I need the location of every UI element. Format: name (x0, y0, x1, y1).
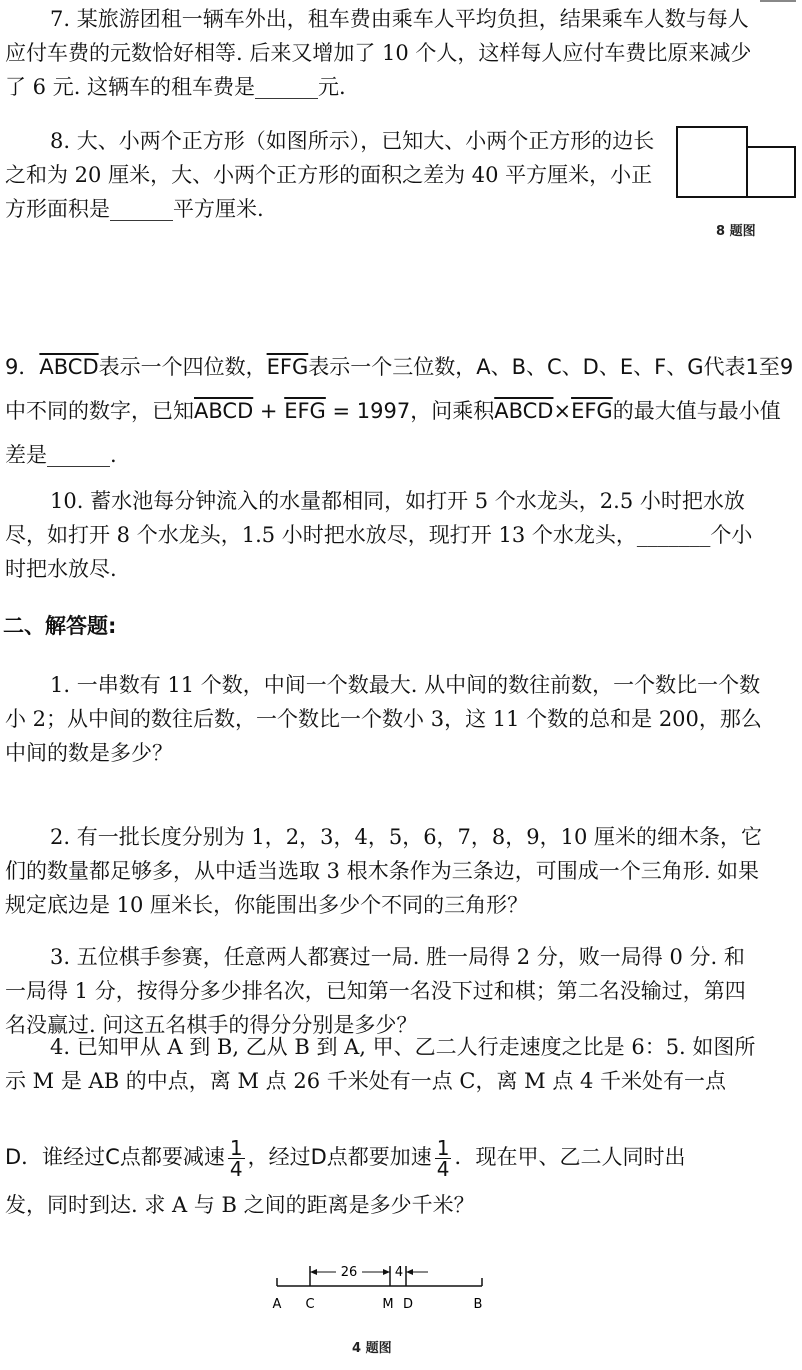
distance-4-label: 4 (394, 1265, 404, 1280)
figure-8-caption: 8 题图 (716, 224, 756, 239)
point-b-label: B (473, 1297, 483, 1312)
large-square (677, 127, 747, 197)
point-m-label: M (382, 1297, 394, 1312)
point-a-label: A (272, 1297, 282, 1312)
question-10: 10. 蓄水池每分钟流入的水量都相同，如打开 5 个水龙头，2.5 小时把水放尽，如打开 8 个水龙头，1.5 小时把水放尽，现打开 13 个水龙头，_______个小时把水放尽. (5, 489, 753, 581)
answer-question-4-end: 发，同时到达. 求 A 与 B 之间的距离是多少千米？ (5, 1193, 475, 1217)
page-top-rule (760, 0, 796, 2)
answer-question-4-cont: D．谁经过C点都要减速 $\frac{1}{4}$ ，经过D点都要加速 $\frac{1}{4}$ ．现在甲、乙二人同时出 (5, 1135, 686, 1181)
answer-question-1: 1. 一串数有 11 个数，中间一个数最大. 从中间的数往前数，一个数比一个数小 2；从中间的数往后数，一个数比一个数小 3，这 11 个数的总和是 200，那么中间的数是多少？ (5, 673, 762, 765)
section-heading: 二、解答题: (3, 614, 117, 638)
answer-question-4: 4. 已知甲从 A 到 B, 乙从 B 到 A, 甲、乙二人行走速度之比是 6：5. 如图所示 M 是 AB 的中点，离 M 点 26 千米处有一点 C，离 M 点 4 千米处有一点 (5, 1035, 756, 1093)
figure-4-caption: 4 题图 (352, 1341, 392, 1356)
distance-26-label: 26 (340, 1265, 358, 1280)
fraction-quarter: $\frac{1}{4}$ (436, 1135, 450, 1181)
question-9: 9．ABCD表示一个四位数，$\overline{EFG}$表示一个三位数，A、B、C、D、E、F、G代表1至9中不同的数字，已知ABCD + $\overline{EFG} = 1997$，问乘积$ABCD\times\overline{EFG}$的最大值与最小值差是______. (5, 355, 794, 467)
small-square (747, 147, 795, 197)
point-c-label: C (305, 1297, 315, 1312)
question-7: 7. 某旅游团租一辆车外出，租车费由乘车人平均负担，结果乘车人数与每人应付车费的元数恰好相等. 后来又增加了 10 个人，这样每人应付车费比原来减少了 6 元. 这辆车的租车费是______元. (5, 7, 752, 99)
answer-question-2: 2. 有一批长度分别为 1，2，3，4，5，6，7，8，9，10 厘米的细木条，它们的数量都足够多，从中适当选取 3 根木条作为三条边，可围成一个三角形. 如果规定底边是 10 厘米长，你能围出多少个不同的三角形？ (5, 825, 763, 917)
fraction-quarter: $\frac{1}{4}$ (229, 1135, 243, 1181)
question-8: 8. 大、小两个正方形（如图所示），已知大、小两个正方形的边长之和为 20 厘米，大、小两个正方形的面积之差为 40 平方厘米，小正方形面积是______平方厘米. (5, 129, 655, 221)
point-d-label: D (402, 1297, 414, 1312)
figure-8-squares (674, 124, 798, 200)
figure-4-line (262, 1260, 502, 1320)
answer-question-3: 3. 五位棋手参赛，任意两人都赛过一局. 胜一局得 2 分，败一局得 0 分. 和一局得 1 分，按得分多少排名次，已知第一名没下过和棋；第二名没输过，第四名没赢过. 问这五名棋手的得分分别是多少？ (5, 945, 746, 1037)
